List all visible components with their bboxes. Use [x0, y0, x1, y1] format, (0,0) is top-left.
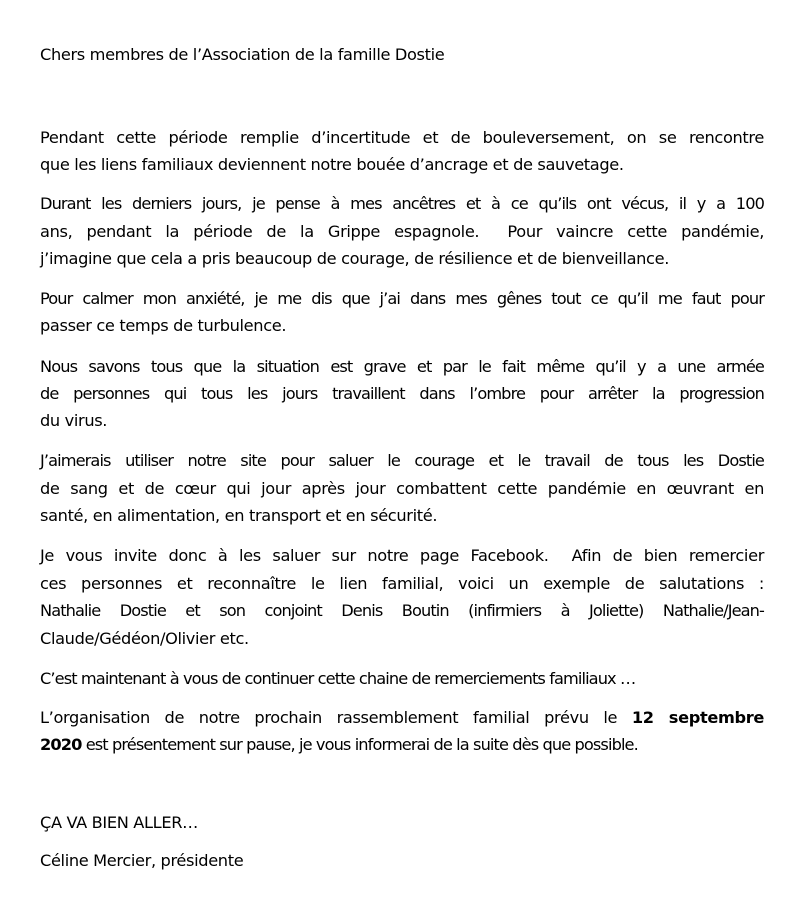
paragraph-line [40, 707, 764, 729]
paragraph-line: Durant les derniers jours, je pense à mes ancêtres et à ce qu’ils ont vécus, il y a 100 [40, 194, 764, 213]
paragraph-line: C’est maintenant à vous de continuer cette chaine de remerciements familiaux … [40, 669, 636, 688]
event-date: 12 septembre [631, 708, 764, 727]
paragraph-line: santé, en alimentation, en transport et en sécurité. [40, 506, 438, 525]
paragraph-line: Nous savons tous que la situation est grave et par le fait même qu’il y a une armée [40, 357, 764, 376]
signature: Céline Mercier, présidente [40, 851, 244, 870]
paragraph-line: du virus. [40, 411, 108, 430]
paragraph-line: de personnes qui tous les jours travaillent dans l’ombre pour arrêter la progression [40, 384, 764, 403]
paragraph-line: Claude/Gédéon/Olivier etc. [40, 629, 249, 648]
paragraph-line: de sang et de cœur qui jour après jour combattent cette pandémie en œuvrant en [40, 479, 764, 498]
paragraph-line: Pour calmer mon anxiété, je me dis que j’ai dans mes gênes tout ce qu’il me faut pour [40, 289, 764, 308]
paragraph-line: Je vous invite donc à les saluer sur notre page Facebook. Afin de bien remercier [40, 546, 764, 565]
closing: ÇA VA BIEN ALLER… [40, 813, 198, 832]
event-year: 2020 [40, 735, 82, 754]
text-segment: est présentement sur pause, je vous informerai de la suite dès que possible. [81, 735, 638, 754]
paragraph-line: Pendant cette période remplie d’incertitude et de bouleversement, on se rencontre [40, 128, 764, 147]
paragraph-line: Nathalie Dostie et son conjoint Denis Boutin (infirmiers à Joliette) Nathalie/Jean- [40, 601, 764, 620]
salutation: Chers membres de l’Association de la famille Dostie [40, 45, 445, 64]
paragraph-line: ans, pendant la période de la Grippe espagnole. Pour vaincre cette pandémie, [40, 222, 764, 241]
paragraph-line: j’imagine que cela a pris beaucoup de courage, de résilience et de bienveillance. [40, 249, 670, 268]
paragraph-line: que les liens familiaux deviennent notre bouée d’ancrage et de sauvetage. [40, 155, 624, 174]
paragraph-line: passer ce temps de turbulence. [40, 316, 287, 335]
paragraph-line: ces personnes et reconnaître le lien familial, voici un exemple de salutations : [40, 574, 764, 593]
paragraph-line [40, 734, 764, 756]
paragraph-line: J’aimerais utiliser notre site pour saluer le courage et le travail de tous les Dostie [40, 451, 764, 470]
text-segment: L’organisation de notre prochain rassemblement familial prévu le [40, 708, 618, 727]
